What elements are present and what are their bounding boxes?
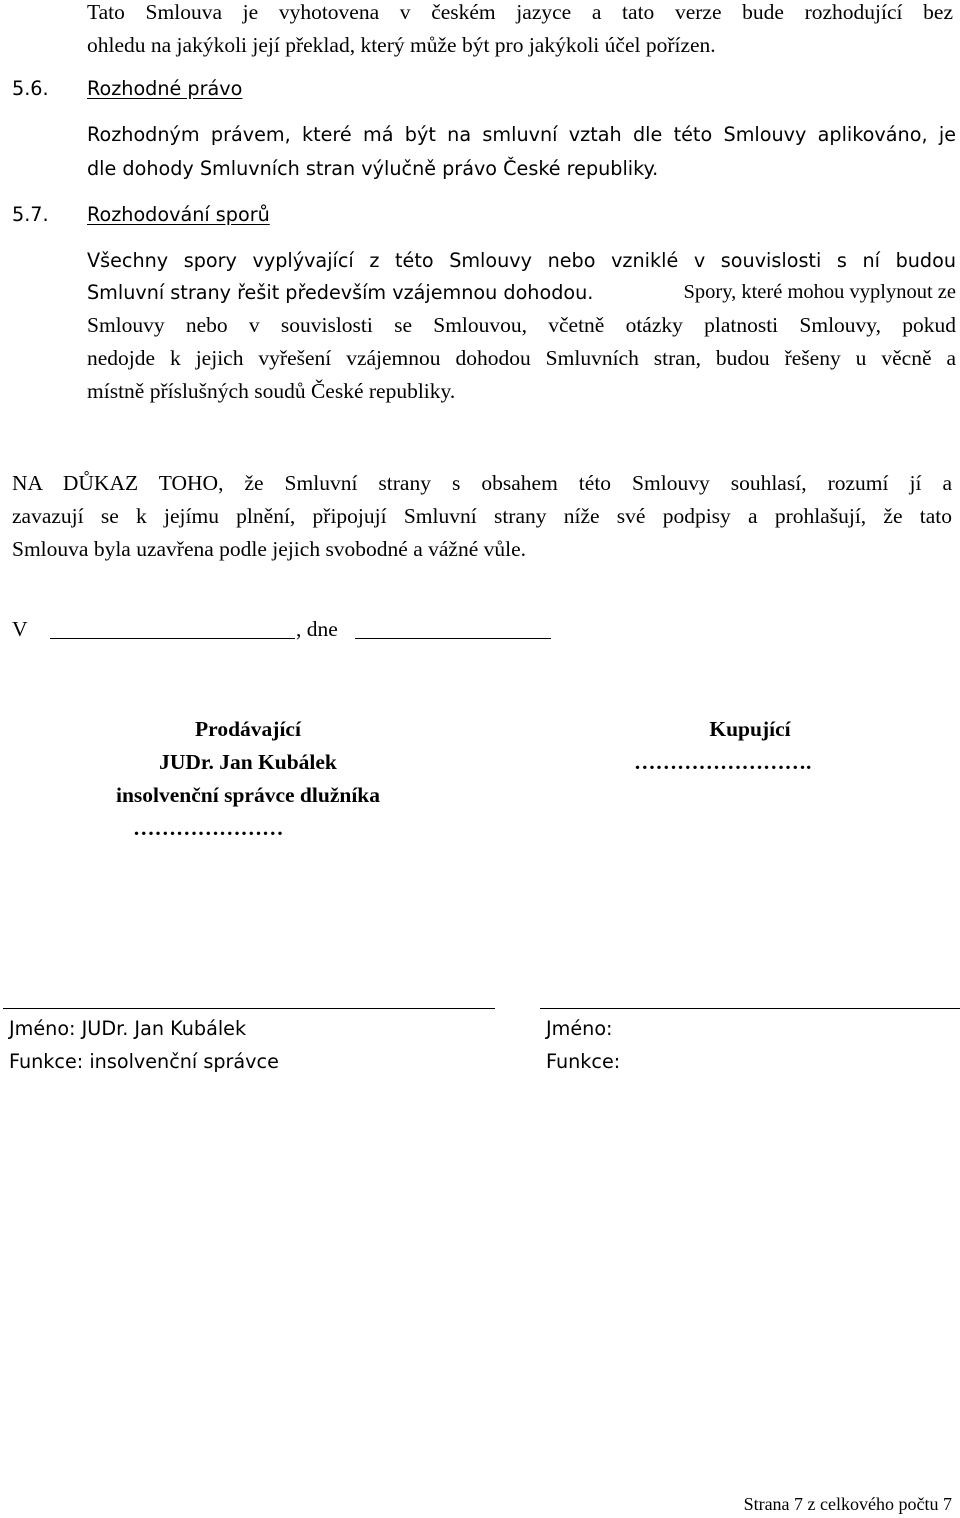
signature-line-right [540,1008,960,1009]
paragraph-line: Tato Smlouva je vyhotovena v českém jazyce a tato verze bude rozhodující bez [87,0,953,24]
paragraph-line: Smlouvy nebo v souvislosti se Smlouvou, včetně otázky platnosti Smlouvy, pokud [87,313,956,337]
section-heading: Rozhodování sporů [87,203,270,226]
paragraph-line-mixed [87,281,956,304]
paragraph-line: místně příslušných soudů České republiky. [87,379,456,403]
date-label: , dne [296,617,338,641]
paragraph-line: dle dohody Smluvních stran výlučně právo České republiky. [87,157,659,180]
paragraph-line: Všechny spory vyplývající z této Smlouvy nebo vzniklé v souvislosti s ní budou [87,249,956,272]
paragraph-line: ohledu na jakýkoli její překlad, který může být pro jakýkoli účel pořízen. [87,33,716,57]
place-label: V [12,617,28,641]
paragraph-line: Rozhodným právem, které má být na smluvní vztah dle této Smlouvy aplikováno, je [87,123,956,146]
paragraph-fragment: Spory, které mohou vyplynout ze [683,281,956,303]
section-heading: Rozhodné právo [87,77,243,100]
signature-function-right: Funkce: [546,1050,621,1073]
paragraph-line: Smlouva byla uzavřena podle jejich svobodné a vážné vůle. [12,537,527,561]
section-number: 5.7. [12,203,49,226]
page-number: Strana 7 z celkového počtu 7 [743,1494,952,1514]
signature-function-left: Funkce: insolvenční správce [9,1050,279,1073]
buyer-role: Kupující [709,717,791,741]
section-number: 5.6. [12,77,49,100]
paragraph-line: NA DŮKAZ TOHO, že Smluvní strany s obsahem této Smlouvy souhlasí, rozumí jí a [12,471,952,495]
date-blank [355,638,551,639]
seller-signature-dots: ………………… [133,816,284,840]
seller-role: Prodávající [195,717,301,741]
signature-name-right: Jméno: [546,1017,613,1040]
seller-name: JUDr. Jan Kubálek [159,750,337,774]
seller-title: insolvenční správce dlužníka [115,783,380,807]
signature-name-left: Jméno: JUDr. Jan Kubálek [9,1017,247,1040]
place-blank [50,638,295,639]
paragraph-fragment: Smluvní strany řešit především vzájemnou dohodou. [87,281,594,304]
buyer-signature-dots: ……………………. [634,750,812,774]
signature-line-left [3,1008,495,1009]
paragraph-line: zavazují se k jejímu plnění, připojují Smluvní strany níže své podpisy a prohlašují, že tato [12,504,952,528]
paragraph-line: nedojde k jejich vyřešení vzájemnou dohodou Smluvních stran, budou řešeny u věcně a [87,346,956,370]
